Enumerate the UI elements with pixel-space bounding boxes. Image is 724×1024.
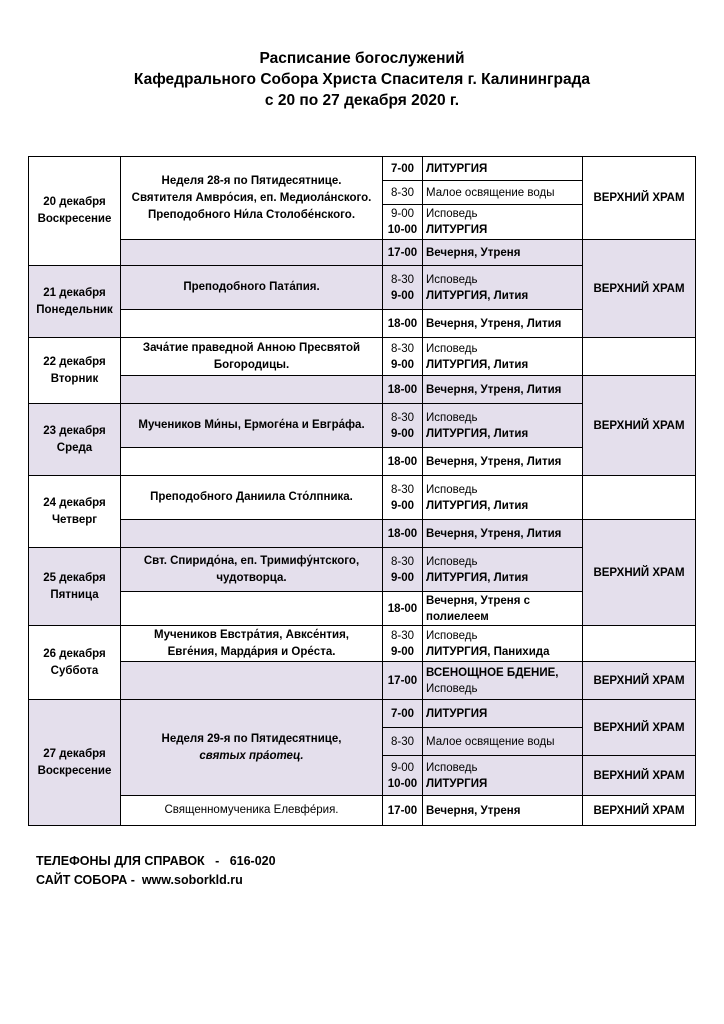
- service-time: 10-00: [387, 224, 418, 236]
- service-time-pair: [383, 266, 423, 310]
- service-time: 9-00: [390, 208, 415, 220]
- service-time-pair: [383, 338, 423, 376]
- feast-cell-empty: [121, 448, 383, 476]
- service-time: 7-00: [383, 700, 423, 728]
- feast-line: Священномученика Елевфе́рия.: [164, 804, 339, 816]
- feast-cell: [121, 266, 383, 310]
- service-time-pair: [383, 476, 423, 520]
- table-row: [29, 338, 696, 376]
- service-name-pair: [423, 338, 583, 376]
- service-time: 8-30: [383, 728, 423, 756]
- feast-cell-empty: [121, 662, 383, 700]
- service-name: Вечерня, Утреня: [423, 240, 583, 266]
- feast-cell: [121, 626, 383, 662]
- feast-line: Преподобного Ни́ла Столобе́нского.: [147, 208, 356, 221]
- feast-line: святых пра́отец.: [199, 749, 304, 762]
- church-label: ВЕРХНИЙ ХРАМ: [583, 520, 696, 626]
- feast-cell: [121, 157, 383, 240]
- feast-line: Мучеников Евстра́тия, Авксе́нтия,: [154, 628, 349, 641]
- service-name: Исповедь: [426, 761, 478, 774]
- date-label: 27 декабря: [43, 747, 106, 760]
- feast-line: Евге́ния, Марда́рия и Оре́ста.: [167, 645, 336, 658]
- date-cell: [29, 700, 121, 826]
- service-name: Исповедь: [426, 555, 478, 568]
- service-time: 9-00: [390, 645, 415, 658]
- feast-cell-empty: [121, 310, 383, 338]
- date-label: 22 декабря: [43, 355, 106, 368]
- feast-cell: [121, 700, 383, 796]
- service-time: 9-00: [390, 761, 415, 774]
- service-time: 8-30: [383, 181, 423, 205]
- service-name-pair: [423, 662, 583, 700]
- service-name: Вечерня, Утреня, Лития: [423, 310, 583, 338]
- title-line-3: с 20 по 27 декабря 2020 г.: [264, 92, 460, 109]
- service-name: Вечерня, Утреня: [423, 796, 583, 826]
- service-name-pair: [423, 626, 583, 662]
- service-name: Вечерня, Утреня, Лития: [423, 376, 583, 404]
- service-time: 17-00: [383, 662, 423, 700]
- table-row: [29, 476, 696, 520]
- schedule-title: [0, 48, 724, 111]
- service-time: 18-00: [383, 592, 423, 626]
- table-row: [29, 157, 696, 181]
- feast-line: чудотворца.: [216, 571, 287, 584]
- date-cell: [29, 626, 121, 700]
- service-name: Малое освящение воды: [423, 181, 583, 205]
- service-name: Исповедь: [426, 342, 478, 355]
- service-name: ВСЕНОЩНОЕ БДЕНИЕ,: [426, 666, 559, 679]
- service-name: ЛИТУРГИЯ, Лития: [426, 289, 529, 302]
- service-time: 8-30: [390, 342, 415, 355]
- service-name: Исповедь: [426, 273, 478, 286]
- service-time: 8-30: [390, 483, 415, 496]
- service-time: 9-00: [390, 289, 415, 302]
- service-name-pair: [423, 756, 583, 796]
- church-label: ВЕРХНИЙ ХРАМ: [583, 662, 696, 700]
- service-time: 17-00: [383, 796, 423, 826]
- service-name: ЛИТУРГИЯ: [426, 224, 488, 236]
- contact-footer: [36, 852, 276, 890]
- weekday-label: Понедельник: [36, 303, 113, 316]
- church-label: ВЕРХНИЙ ХРАМ: [583, 796, 696, 826]
- service-name: Исповедь: [426, 682, 478, 695]
- feast-cell: [121, 338, 383, 376]
- date-cell: [29, 548, 121, 626]
- church-label: ВЕРХНИЙ ХРАМ: [583, 157, 696, 240]
- feast-line: Свт. Спиридо́на, еп. Тримифу́нтского,: [143, 554, 360, 567]
- service-time: 8-30: [390, 555, 415, 568]
- table-row: [29, 520, 696, 548]
- table-row: [29, 376, 696, 404]
- feast-line: Преподобного Пата́пия.: [183, 281, 320, 293]
- service-time-pair: [383, 205, 423, 240]
- feast-line: Святителя Амвро́сия, еп. Медиола́нского.: [131, 191, 372, 204]
- service-name: Вечерня, Утреня, Лития: [423, 448, 583, 476]
- feast-line: Неделя 29-я по Пятидесятнице,: [161, 732, 342, 745]
- service-name: ЛИТУРГИЯ, Панихида: [426, 645, 550, 658]
- weekday-label: Вторник: [50, 372, 99, 385]
- date-label: 24 декабря: [43, 496, 106, 509]
- date-cell: [29, 157, 121, 266]
- service-time-pair: [383, 404, 423, 448]
- weekday-label: Среда: [56, 441, 93, 454]
- feast-cell-empty: [121, 592, 383, 626]
- service-time: 18-00: [383, 310, 423, 338]
- feast-line: Мучеников Ми́ны, Ермоге́на и Евгра́фа.: [138, 419, 365, 431]
- phone-line: ТЕЛЕФОНЫ ДЛЯ СПРАВОК - 616-020: [36, 854, 276, 868]
- service-time: 18-00: [383, 448, 423, 476]
- service-name: ЛИТУРГИЯ: [426, 777, 488, 790]
- service-name-pair: [423, 476, 583, 520]
- feast-cell: [121, 476, 383, 520]
- service-name-pair: [423, 266, 583, 310]
- feast-line: Зача́тие праведной Анною Пресвятой: [142, 341, 361, 354]
- date-cell: [29, 476, 121, 548]
- service-time: 10-00: [387, 777, 418, 790]
- service-time: 8-30: [390, 629, 415, 642]
- service-name: ЛИТУРГИЯ: [423, 700, 583, 728]
- service-name: Малое освящение воды: [423, 728, 583, 756]
- service-name: Исповедь: [426, 629, 478, 642]
- feast-cell-empty: [121, 520, 383, 548]
- service-name-pair: [423, 404, 583, 448]
- date-label: 20 декабря: [43, 196, 106, 208]
- feast-cell: [121, 796, 383, 826]
- service-time: 18-00: [383, 520, 423, 548]
- date-cell: [29, 266, 121, 338]
- service-time-pair: [383, 756, 423, 796]
- weekday-label: Четверг: [51, 513, 98, 526]
- service-name: Исповедь: [426, 208, 478, 220]
- service-name-pair: [423, 205, 583, 240]
- weekday-label: Воскресение: [37, 213, 112, 225]
- service-name: Исповедь: [426, 483, 478, 496]
- feast-cell-empty: [121, 376, 383, 404]
- feast-cell: [121, 548, 383, 592]
- date-label: 21 декабря: [43, 286, 106, 299]
- service-name: ЛИТУРГИЯ, Лития: [426, 571, 529, 584]
- service-name: ЛИТУРГИЯ, Лития: [426, 499, 529, 512]
- service-time-pair: [383, 626, 423, 662]
- table-row: [29, 662, 696, 700]
- feast-line: Неделя 28-я по Пятидесятнице.: [161, 174, 342, 187]
- date-label: 26 декабря: [43, 647, 106, 660]
- church-label: ВЕРХНИЙ ХРАМ: [583, 376, 696, 476]
- service-name: ЛИТУРГИЯ, Лития: [426, 427, 529, 440]
- service-time: 8-30: [390, 411, 415, 424]
- church-label: ВЕРХНИЙ ХРАМ: [583, 700, 696, 756]
- church-label: ВЕРХНИЙ ХРАМ: [583, 240, 696, 338]
- service-time: 7-00: [383, 157, 423, 181]
- service-name: Исповедь: [426, 411, 478, 424]
- table-row: [29, 626, 696, 662]
- service-time: 17-00: [383, 240, 423, 266]
- website-line[interactable]: САЙТ СОБОРА - www.soborkld.ru: [36, 873, 243, 887]
- service-name: ЛИТУРГИЯ, Лития: [426, 358, 529, 371]
- service-time: 8-30: [390, 273, 415, 286]
- feast-cell-empty: [121, 240, 383, 266]
- service-name: Вечерня, Утреня, Лития: [423, 520, 583, 548]
- table-row: [29, 796, 696, 826]
- table-row: [29, 240, 696, 266]
- date-label: 23 декабря: [43, 424, 106, 437]
- weekday-label: Суббота: [50, 664, 99, 677]
- service-time: 9-00: [390, 427, 415, 440]
- feast-line: Преподобного Даниила Сто́лпника.: [150, 491, 353, 503]
- feast-line: Богородицы.: [213, 358, 290, 371]
- feast-cell: [121, 404, 383, 448]
- service-name: Вечерня, Утреня с полиелеем: [423, 592, 583, 626]
- service-name: ЛИТУРГИЯ: [423, 157, 583, 181]
- table-row: [29, 700, 696, 728]
- service-name-pair: [423, 548, 583, 592]
- church-label: ВЕРХНИЙ ХРАМ: [583, 756, 696, 796]
- date-label: 25 декабря: [43, 571, 106, 584]
- title-line-1: Расписание богослужений: [259, 50, 465, 67]
- weekday-label: Пятница: [50, 588, 99, 601]
- service-time: 18-00: [383, 376, 423, 404]
- service-time: 9-00: [390, 358, 415, 371]
- date-cell: [29, 338, 121, 404]
- service-time: 9-00: [390, 499, 415, 512]
- service-time-pair: [383, 548, 423, 592]
- title-line-2: Кафедрального Собора Христа Спасителя г. Калининграда: [133, 71, 591, 88]
- date-cell: [29, 404, 121, 476]
- service-time: 9-00: [390, 571, 415, 584]
- weekday-label: Воскресение: [37, 764, 112, 777]
- schedule-table: [28, 156, 696, 826]
